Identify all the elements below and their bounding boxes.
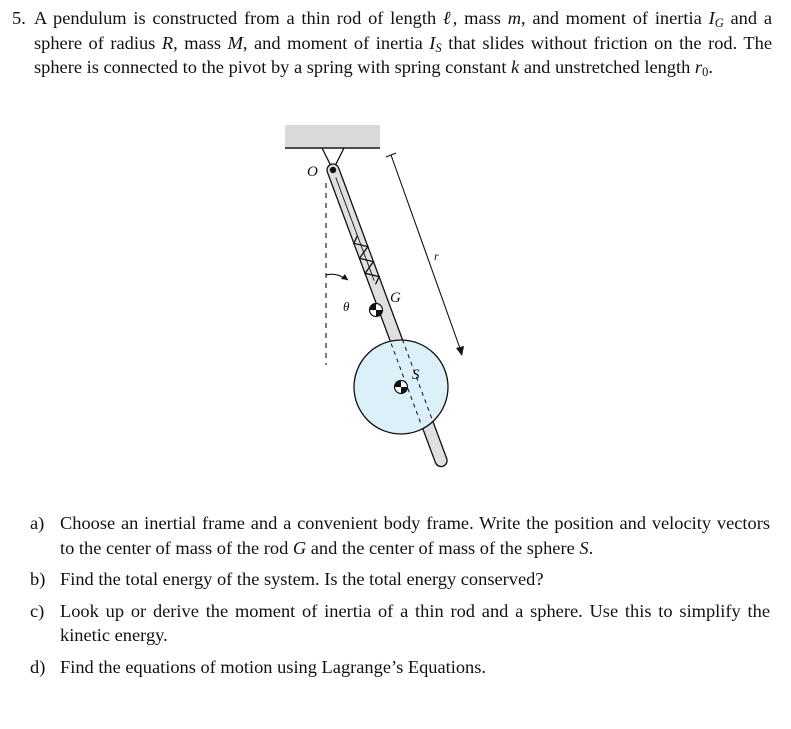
symbol-sphere-inertia: $I_S$ (429, 32, 442, 55)
pivot-point (330, 167, 336, 173)
sphere-center-of-mass-marker (395, 381, 408, 394)
question-parts (30, 511, 770, 686)
pendulum-diagram (270, 115, 510, 485)
problem-text: A pendulum is constructed from a thin rod of length ℓ, mass m, and moment of inertia $I_G$ and a sphere of radius R, mass M, and moment of inertia $I_S$ that slides without friction on the rod. The sphere is connected to the pivot by a spring with spring constant k and unstretched length $r_0$. (34, 8, 772, 79)
part-a-label: a) (30, 513, 45, 533)
label-theta: θ (343, 299, 350, 314)
part-c-label: c) (30, 600, 45, 621)
symbol-rod-inertia: $I_G$ (708, 8, 724, 30)
part-d: d) Find the equations of motion using Lagrange’s Equations. (30, 655, 770, 680)
problem-statement (12, 6, 772, 80)
symbol-sphere-mass: M (227, 32, 243, 53)
part-d-label: d) (30, 656, 46, 677)
symbol-unstretched-length: $r_0$ (694, 57, 709, 79)
rod-center-of-mass-marker (370, 304, 383, 317)
part-a: a) Choose an inertial frame and a convenient body frame. Write the position and velocity vectors to the center of mass of the rod G and the center of mass of the sphere S. (30, 513, 770, 558)
r-arrowhead (456, 346, 464, 356)
problem-number: 5. (12, 8, 26, 28)
r-dimension-line (391, 155, 462, 354)
label-rod-com: G (390, 290, 401, 306)
ceiling-block (285, 125, 380, 147)
symbol-sphere-radius: R (161, 32, 174, 53)
part-b: b) Find the total energy of the system. Is the total energy conserved? (30, 567, 770, 592)
symbol-rod-mass: m (507, 8, 521, 28)
label-sphere-com: S (412, 367, 420, 383)
part-b-label: b) (30, 569, 46, 589)
symbol-G: G (292, 537, 307, 558)
symbol-spring-constant: k (511, 57, 520, 77)
pendulum-figure (270, 115, 510, 485)
label-pivot: O (307, 164, 318, 180)
symbol-S: S (579, 537, 589, 558)
symbol-rod-length: ℓ (442, 8, 453, 28)
label-r: r (434, 249, 439, 263)
part-c: c) Look up or derive the moment of inertia of a thin rod and a sphere. Use this to simplify the kinetic energy. (30, 600, 770, 645)
